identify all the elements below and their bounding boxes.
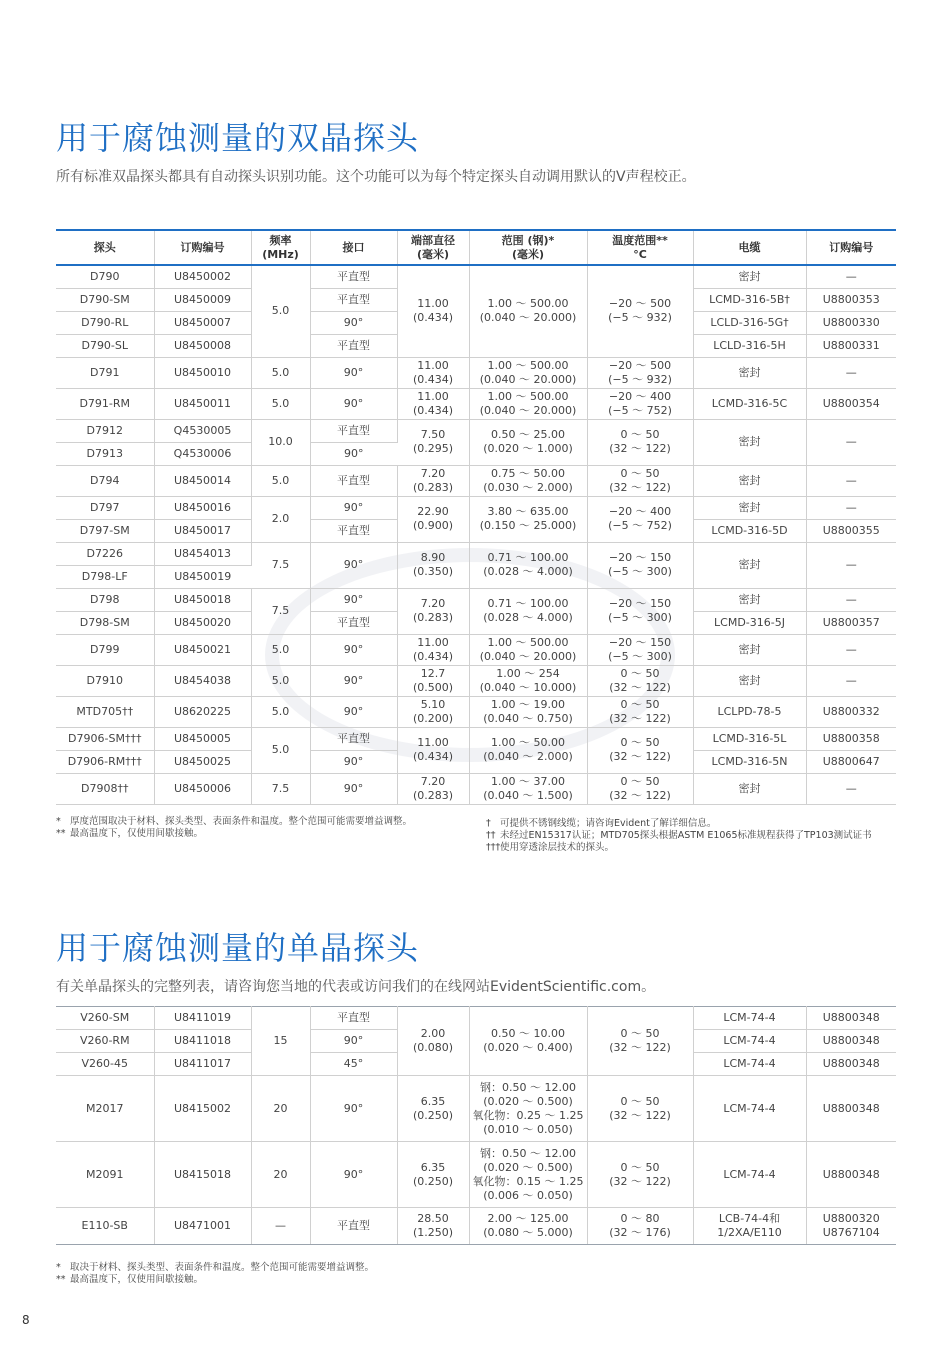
order-cell: U8450019 xyxy=(154,565,251,588)
connector-cell: 90° xyxy=(310,357,397,388)
footnote: ** 最高温度下，仅使用间歇接触。 xyxy=(56,828,204,839)
single-element-probe-table xyxy=(56,1006,896,1245)
probe-cell: D799 xyxy=(56,634,154,665)
order-cell: U8450006 xyxy=(154,773,251,804)
probe-cell: D7908†† xyxy=(56,773,154,804)
dual-element-probe-table xyxy=(56,229,896,805)
range-cell: 0.50 ～ 10.00 (0.020 ～ 0.400) xyxy=(469,1007,587,1076)
frequency-cell: 7.5 xyxy=(251,773,310,804)
range-cell: 1.00 ～ 19.00 (0.040 ～ 0.750) xyxy=(469,696,587,727)
probe-cell: D797-SM xyxy=(56,519,154,542)
connector-cell: 90° xyxy=(310,588,397,611)
range-cell: 0.71 ～ 100.00 (0.028 ～ 4.000) xyxy=(469,588,587,634)
tip-cell: 22.90 (0.900) xyxy=(397,496,469,542)
frequency-cell: 7.5 xyxy=(251,588,310,634)
range-cell: 2.00 ～ 125.00 (0.080 ～ 5.000) xyxy=(469,1208,587,1245)
tip-cell: 7.20 (0.283) xyxy=(397,465,469,496)
cable-cell: LCMD-316-5B† xyxy=(693,288,806,311)
order-cell: U8450017 xyxy=(154,519,251,542)
connector-cell: 平直型 xyxy=(310,611,397,634)
section2-footnotes xyxy=(56,1262,374,1286)
probe-cell: D791 xyxy=(56,357,154,388)
order-cell: U8450021 xyxy=(154,634,251,665)
probe-cell: V260-RM xyxy=(56,1030,154,1053)
range-cell: 1.00 ～ 500.00 (0.040 ～ 20.000) xyxy=(469,265,587,357)
probe-cell: D7910 xyxy=(56,665,154,696)
table-row xyxy=(56,634,896,665)
cable-order-cell: — xyxy=(806,496,896,519)
tip-cell: 2.00 (0.080) xyxy=(397,1007,469,1076)
tip-cell: 7.20 (0.283) xyxy=(397,588,469,634)
probe-cell: D797 xyxy=(56,496,154,519)
order-cell: U8415018 xyxy=(154,1142,251,1208)
cable-order-cell: U8800320 U8767104 xyxy=(806,1208,896,1245)
probe-cell: E110-SB xyxy=(56,1208,154,1245)
range-cell: 1.00 ～ 37.00 (0.040 ～ 1.500) xyxy=(469,773,587,804)
probe-cell: D798-SM xyxy=(56,611,154,634)
header-range: 范围 (钢)* (毫米) xyxy=(469,230,587,265)
connector-cell: 90° xyxy=(310,1142,397,1208)
order-cell: U8450008 xyxy=(154,334,251,357)
order-cell: Q4530005 xyxy=(154,419,251,442)
cable-cell: LCM-74-4 xyxy=(693,1076,806,1142)
order-cell: U8450016 xyxy=(154,496,251,519)
order-cell: U8411019 xyxy=(154,1007,251,1030)
cable-order-cell: — xyxy=(806,665,896,696)
order-cell: Q4530006 xyxy=(154,442,251,465)
frequency-cell: 2.0 xyxy=(251,496,310,542)
connector-cell: 90° xyxy=(310,665,397,696)
section1-footnotes-right xyxy=(486,818,872,854)
footnote: †††使用穿透涂层技术的探头。 xyxy=(486,842,615,853)
tip-cell: 11.00 (0.434) xyxy=(397,357,469,388)
probe-cell: D7912 xyxy=(56,419,154,442)
cable-order-cell: U8800647 xyxy=(806,750,896,773)
probe-cell: D798-LF xyxy=(56,565,154,588)
cable-order-cell: — xyxy=(806,773,896,804)
table-row xyxy=(56,727,896,750)
connector-cell: 90° xyxy=(310,696,397,727)
range-cell: 1.00 ～ 500.00 (0.040 ～ 20.000) xyxy=(469,388,587,419)
range-cell: 0.71 ～ 100.00 (0.028 ～ 4.000) xyxy=(469,542,587,588)
temp-cell: −20 ～ 150 (−5 ～ 300) xyxy=(587,634,693,665)
cable-cell: LCLD-316-5H xyxy=(693,334,806,357)
footnote: * 厚度范围取决于材料、探头类型、表面条件和温度。整个范围可能需要增益调整。 xyxy=(56,816,413,827)
cable-order-cell: — xyxy=(806,465,896,496)
order-cell: U8454013 xyxy=(154,542,251,565)
cable-order-cell: U8800330 xyxy=(806,311,896,334)
tip-cell: 7.20 (0.283) xyxy=(397,773,469,804)
temp-cell: 0 ～ 50 (32 ～ 122) xyxy=(587,465,693,496)
connector-cell: 平直型 xyxy=(310,465,397,496)
cable-cell: 密封 xyxy=(693,542,806,588)
cable-cell: 密封 xyxy=(693,265,806,288)
cable-cell: LCM-74-4 xyxy=(693,1030,806,1053)
footnote: † 可提供不锈钢线缆；请咨询Evident了解详细信息。 xyxy=(486,818,717,829)
range-cell: 1.00 ～ 254 (0.040 ～ 10.000) xyxy=(469,665,587,696)
temp-cell: −20 ～ 500 (−5 ～ 932) xyxy=(587,357,693,388)
table-row xyxy=(56,265,896,288)
tip-cell: 5.10 (0.200) xyxy=(397,696,469,727)
cable-cell: 密封 xyxy=(693,634,806,665)
connector-cell: 平直型 xyxy=(310,1208,397,1245)
tip-cell: 28.50 (1.250) xyxy=(397,1208,469,1245)
range-cell: 1.00 ～ 50.00 (0.040 ～ 2.000) xyxy=(469,727,587,773)
order-cell: U8450018 xyxy=(154,588,251,611)
frequency-cell: 5.0 xyxy=(251,388,310,419)
tip-cell: 11.00 (0.434) xyxy=(397,727,469,773)
frequency-cell: 10.0 xyxy=(251,419,310,465)
connector-cell: 90° xyxy=(310,442,397,465)
frequency-cell: 5.0 xyxy=(251,634,310,665)
header-frequency: 频率 (MHz) xyxy=(251,230,310,265)
cable-cell: 密封 xyxy=(693,465,806,496)
cable-order-cell: — xyxy=(806,542,896,588)
cable-cell: 密封 xyxy=(693,357,806,388)
table-row xyxy=(56,388,896,419)
connector-cell: 45° xyxy=(310,1053,397,1076)
cable-order-cell: — xyxy=(806,588,896,611)
tip-cell: 6.35 (0.250) xyxy=(397,1142,469,1208)
cable-cell: LCM-74-4 xyxy=(693,1142,806,1208)
connector-cell: 平直型 xyxy=(310,1007,397,1030)
cable-order-cell: U8800348 xyxy=(806,1142,896,1208)
table-row xyxy=(56,1142,896,1208)
header-cable: 电缆 xyxy=(693,230,806,265)
temp-cell: 0 ～ 50 (32 ～ 122) xyxy=(587,419,693,465)
probe-cell: D7906-RM††† xyxy=(56,750,154,773)
frequency-cell: 15 xyxy=(251,1007,310,1076)
section1-footnotes-left xyxy=(56,816,412,840)
probe-cell: D7913 xyxy=(56,442,154,465)
frequency-cell: 5.0 xyxy=(251,696,310,727)
cable-order-cell: U8800332 xyxy=(806,696,896,727)
table-row xyxy=(56,696,896,727)
connector-cell: 90° xyxy=(310,634,397,665)
temp-cell: −20 ～ 400 (−5 ～ 752) xyxy=(587,388,693,419)
tip-cell: 8.90 (0.350) xyxy=(397,542,469,588)
temp-cell: 0 ～ 50 (32 ～ 122) xyxy=(587,773,693,804)
connector-cell: 平直型 xyxy=(310,419,397,442)
frequency-cell: 5.0 xyxy=(251,727,310,773)
connector-cell: 90° xyxy=(310,542,397,588)
table-row xyxy=(56,665,896,696)
probe-cell: D7906-SM††† xyxy=(56,727,154,750)
cable-order-cell: U8800354 xyxy=(806,388,896,419)
header-probe: 探头 xyxy=(56,230,154,265)
table-row xyxy=(56,465,896,496)
order-cell: U8450009 xyxy=(154,288,251,311)
temp-cell: −20 ～ 500 (−5 ～ 932) xyxy=(587,265,693,357)
tip-cell: 7.50 (0.295) xyxy=(397,419,469,465)
section1-intro: 所有标准双晶探头都具有自动探头识别功能。这个功能可以为每个特定探头自动调用默认的V声程校正。 xyxy=(56,169,696,185)
cable-cell: LCLPD-78-5 xyxy=(693,696,806,727)
cable-order-cell: U8800348 xyxy=(806,1030,896,1053)
temp-cell: 0 ～ 80 (32 ～ 176) xyxy=(587,1208,693,1245)
cable-order-cell: U8800355 xyxy=(806,519,896,542)
range-cell: 0.50 ～ 25.00 (0.020 ～ 1.000) xyxy=(469,419,587,465)
probe-cell: V260-SM xyxy=(56,1007,154,1030)
tip-cell: 12.7 (0.500) xyxy=(397,665,469,696)
cable-cell: 密封 xyxy=(693,665,806,696)
cable-cell: LCMD-316-5J xyxy=(693,611,806,634)
table-row xyxy=(56,1076,896,1142)
probe-cell: D790-SL xyxy=(56,334,154,357)
cable-cell: LCB-74-4和 1/2XA/E110 xyxy=(693,1208,806,1245)
range-cell: 0.75 ～ 50.00 (0.030 ～ 2.000) xyxy=(469,465,587,496)
tip-cell: 11.00 (0.434) xyxy=(397,388,469,419)
order-cell: U8411018 xyxy=(154,1030,251,1053)
temp-cell: −20 ～ 400 (−5 ～ 752) xyxy=(587,496,693,542)
table-row xyxy=(56,542,896,565)
range-cell: 1.00 ～ 500.00 (0.040 ～ 20.000) xyxy=(469,357,587,388)
table-row xyxy=(56,773,896,804)
order-cell: U8450014 xyxy=(154,465,251,496)
probe-cell: D790-SM xyxy=(56,288,154,311)
cable-cell: 密封 xyxy=(693,496,806,519)
probe-cell: D794 xyxy=(56,465,154,496)
frequency-cell: — xyxy=(251,1208,310,1245)
footnote: ** 最高温度下，仅使用间歇接触。 xyxy=(56,1274,204,1285)
order-cell: U8450010 xyxy=(154,357,251,388)
cable-cell: 密封 xyxy=(693,773,806,804)
cable-order-cell: U8800331 xyxy=(806,334,896,357)
cable-order-cell: U8800353 xyxy=(806,288,896,311)
probe-cell: M2091 xyxy=(56,1142,154,1208)
cable-cell: LCM-74-4 xyxy=(693,1053,806,1076)
range-cell: 1.00 ～ 500.00 (0.040 ～ 20.000) xyxy=(469,634,587,665)
section2-title: 用于腐蚀测量的单晶探头 xyxy=(56,929,420,967)
range-cell: 3.80 ～ 635.00 (0.150 ～ 25.000) xyxy=(469,496,587,542)
probe-cell: MTD705†† xyxy=(56,696,154,727)
order-cell: U8450005 xyxy=(154,727,251,750)
temp-cell: 0 ～ 50 (32 ～ 122) xyxy=(587,696,693,727)
cable-cell: LCMD-316-5C xyxy=(693,388,806,419)
connector-cell: 平直型 xyxy=(310,519,397,542)
frequency-cell: 5.0 xyxy=(251,665,310,696)
order-cell: U8415002 xyxy=(154,1076,251,1142)
header-order: 订购编号 xyxy=(154,230,251,265)
range-cell: 钢：0.50 ～ 12.00 (0.020 ～ 0.500) 氧化物：0.15 ～ 1.25 (0.006 ～ 0.050) xyxy=(469,1142,587,1208)
frequency-cell: 20 xyxy=(251,1076,310,1142)
cable-cell: LCMD-316-5D xyxy=(693,519,806,542)
connector-cell: 90° xyxy=(310,496,397,519)
probe-cell: D791-RM xyxy=(56,388,154,419)
header-tip-diameter: 端部直径 (毫米) xyxy=(397,230,469,265)
page-number: 8 xyxy=(22,1313,30,1327)
table-row xyxy=(56,496,896,519)
connector-cell: 平直型 xyxy=(310,288,397,311)
frequency-cell: 5.0 xyxy=(251,465,310,496)
tip-cell: 6.35 (0.250) xyxy=(397,1076,469,1142)
header-temperature: 温度范围** °C xyxy=(587,230,693,265)
connector-cell: 平直型 xyxy=(310,334,397,357)
header-connector: 接口 xyxy=(310,230,397,265)
connector-cell: 90° xyxy=(310,750,397,773)
order-cell: U8620225 xyxy=(154,696,251,727)
section2-intro: 有关单晶探头的完整列表，请咨询您当地的代表或访问我们的在线网站EvidentScientific.com。 xyxy=(56,979,656,995)
cable-cell: 密封 xyxy=(693,588,806,611)
probe-cell: D7226 xyxy=(56,542,154,565)
probe-cell: D798 xyxy=(56,588,154,611)
header-cable-order: 订购编号 xyxy=(806,230,896,265)
order-cell: U8450011 xyxy=(154,388,251,419)
table-row xyxy=(56,588,896,611)
table-row xyxy=(56,357,896,388)
order-cell: U8450025 xyxy=(154,750,251,773)
temp-cell: 0 ～ 50 (32 ～ 122) xyxy=(587,1142,693,1208)
probe-cell: V260-45 xyxy=(56,1053,154,1076)
footnote: * 取决于材料、探头类型、表面条件和温度。整个范围可能需要增益调整。 xyxy=(56,1262,375,1273)
table-row xyxy=(56,1208,896,1245)
temp-cell: 0 ～ 50 (32 ～ 122) xyxy=(587,665,693,696)
cable-order-cell: U8800358 xyxy=(806,727,896,750)
order-cell: U8450007 xyxy=(154,311,251,334)
order-cell: U8411017 xyxy=(154,1053,251,1076)
probe-cell: D790-RL xyxy=(56,311,154,334)
cable-cell: 密封 xyxy=(693,419,806,465)
cable-order-cell: — xyxy=(806,265,896,288)
cable-cell: LCMD-316-5N xyxy=(693,750,806,773)
temp-cell: 0 ～ 50 (32 ～ 122) xyxy=(587,727,693,773)
cable-cell: LCLD-316-5G† xyxy=(693,311,806,334)
connector-cell: 90° xyxy=(310,388,397,419)
cable-cell: LCMD-316-5L xyxy=(693,727,806,750)
order-cell: U8454038 xyxy=(154,665,251,696)
cable-order-cell: U8800348 xyxy=(806,1007,896,1030)
temp-cell: −20 ～ 150 (−5 ～ 300) xyxy=(587,588,693,634)
frequency-cell: 20 xyxy=(251,1142,310,1208)
section1-title: 用于腐蚀测量的双晶探头 xyxy=(56,119,420,157)
cable-cell: LCM-74-4 xyxy=(693,1007,806,1030)
order-cell: U8450020 xyxy=(154,611,251,634)
cable-order-cell: — xyxy=(806,419,896,465)
order-cell: U8450002 xyxy=(154,265,251,288)
frequency-cell: 5.0 xyxy=(251,265,310,357)
connector-cell: 90° xyxy=(310,1076,397,1142)
order-cell: U8471001 xyxy=(154,1208,251,1245)
cable-order-cell: U8800357 xyxy=(806,611,896,634)
cable-order-cell: U8800348 xyxy=(806,1076,896,1142)
table-row xyxy=(56,1007,896,1030)
connector-cell: 平直型 xyxy=(310,727,397,750)
connector-cell: 90° xyxy=(310,1030,397,1053)
probe-cell: D790 xyxy=(56,265,154,288)
frequency-cell: 5.0 xyxy=(251,357,310,388)
frequency-cell: 7.5 xyxy=(251,542,310,588)
temp-cell: 0 ～ 50 (32 ～ 122) xyxy=(587,1007,693,1076)
tip-cell: 11.00 (0.434) xyxy=(397,634,469,665)
cable-order-cell: U8800348 xyxy=(806,1053,896,1076)
temp-cell: 0 ～ 50 (32 ～ 122) xyxy=(587,1076,693,1142)
table-header-row xyxy=(56,230,896,265)
temp-cell: −20 ～ 150 (−5 ～ 300) xyxy=(587,542,693,588)
connector-cell: 90° xyxy=(310,773,397,804)
connector-cell: 90° xyxy=(310,311,397,334)
cable-order-cell: — xyxy=(806,357,896,388)
footnote: †† 未经过EN15317认证；MTD705探头根据ASTM E1065标准规程获得了TP103测试证书 xyxy=(486,830,872,841)
table-row xyxy=(56,419,896,442)
connector-cell: 平直型 xyxy=(310,265,397,288)
tip-cell: 11.00 (0.434) xyxy=(397,265,469,357)
probe-cell: M2017 xyxy=(56,1076,154,1142)
cable-order-cell: — xyxy=(806,634,896,665)
range-cell: 钢：0.50 ～ 12.00 (0.020 ～ 0.500) 氧化物：0.25 ～ 1.25 (0.010 ～ 0.050) xyxy=(469,1076,587,1142)
